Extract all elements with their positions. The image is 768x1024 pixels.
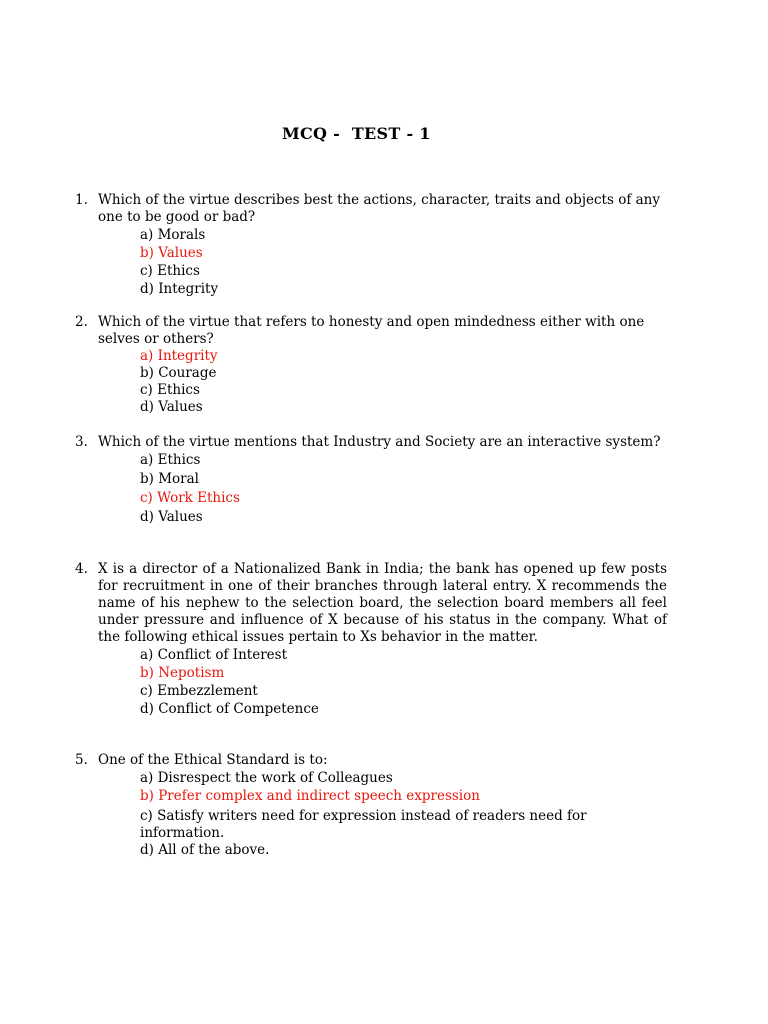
option-c: c) Ethics [140,263,200,279]
option-c: c) Embezzlement [140,683,258,699]
option-a-correct: a) Integrity [140,348,218,364]
question-text: Which of the virtue that refers to honesty and open mindedness either with one selves or others? [98,314,645,347]
option-a: a) Disrespect the work of Colleagues [140,770,393,786]
question-2 [75,314,667,416]
option-a: a) Conflict of Interest [140,647,288,663]
options-list [140,451,667,527]
option-d: d) All of the above. [140,842,270,858]
page-title: MCQ - TEST - 1 [282,124,431,143]
option-c: c) Ethics [140,382,200,398]
option-b-correct: b) Values [140,245,203,261]
question-number: 1. [75,192,88,208]
question-number: 5. [75,752,88,768]
options-list [140,226,667,298]
option-d: d) Values [140,399,203,415]
question-5 [75,752,667,859]
option-b: b) Courage [140,365,217,381]
option-d: d) Integrity [140,281,219,297]
question-text: One of the Ethical Standard is to: [98,752,328,768]
question-number: 3. [75,434,88,450]
question-4 [75,561,667,718]
question-text: X is a director of a Nationalized Bank in India; the bank has opened up few posts for recruitment in one of their branches through lateral entry. X recommends the name of his nephew to the selection board, the selection board members all feel under pressure and influence of X because of his status in the company. What of the following ethical issues pertain to Xs behavior in the matter. [98,561,667,645]
question-text: Which of the virtue mentions that Industry and Society are an interactive system? [98,434,661,450]
option-a: a) Ethics [140,452,201,468]
option-b: b) Moral [140,471,199,487]
options-list [140,769,667,859]
question-number: 2. [75,314,88,330]
option-b-correct: b) Nepotism [140,665,225,681]
question-text: Which of the virtue describes best the actions, character, traits and objects of any one to be good or bad? [98,192,660,225]
option-c: c) Satisfy writers need for expression instead of readers need for information. [140,808,587,841]
question-1 [75,192,667,298]
option-b-correct: b) Prefer complex and indirect speech expression [140,788,480,804]
options-list [140,348,667,416]
option-d: d) Values [140,509,203,525]
question-3 [75,434,667,527]
option-a: a) Morals [140,227,206,243]
options-list [140,646,667,718]
option-c-correct: c) Work Ethics [140,490,240,506]
question-number: 4. [75,561,88,577]
option-d: d) Conflict of Competence [140,701,319,717]
